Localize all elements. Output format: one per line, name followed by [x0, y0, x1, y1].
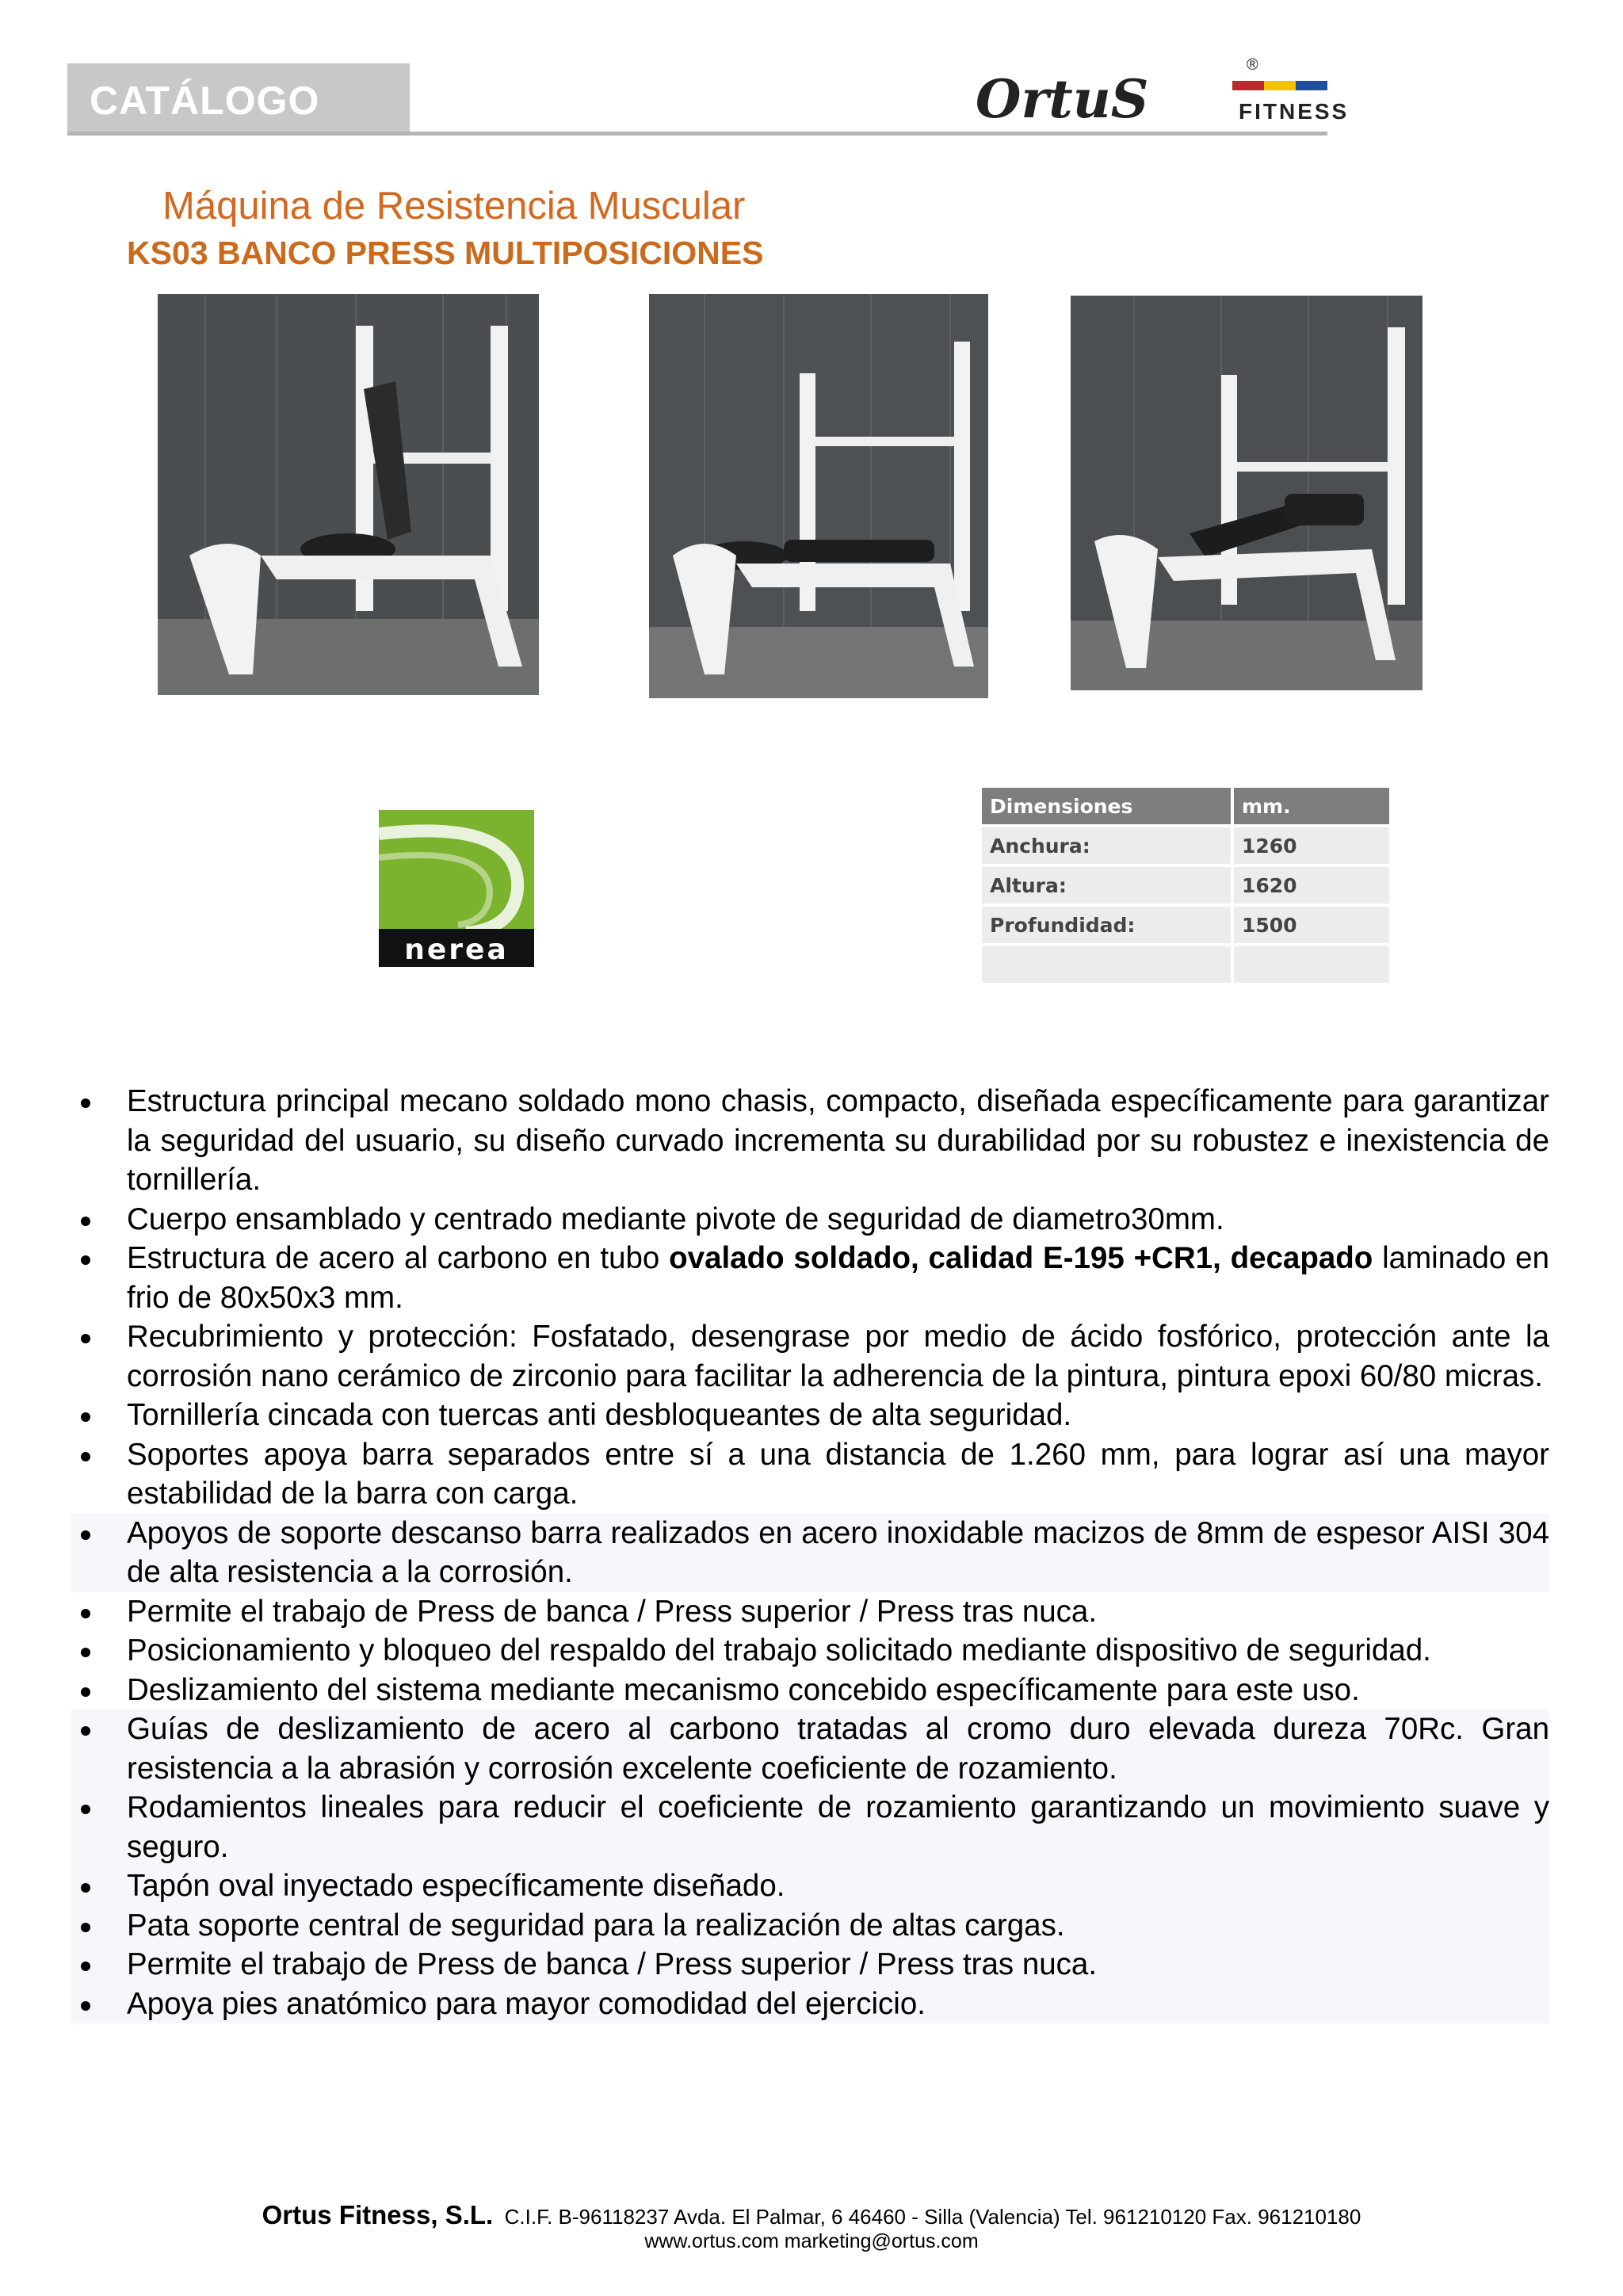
feature-item: Apoyos de soporte descanso barra realizados en acero inoxidable macizos de 8mm de espesor AISI 304 de alta resistencia a la corrosión. [71, 1514, 1549, 1592]
svg-text:FITNESS: FITNESS [1239, 99, 1350, 124]
feature-item: Tornillería cincada con tuercas anti desbloqueantes de alta seguridad. [71, 1396, 1549, 1435]
feature-item: Tapón oval inyectado específicamente diseñado. [71, 1866, 1549, 1906]
bullet-icon [81, 1217, 90, 1226]
bullet-icon [81, 1334, 90, 1343]
bullet-icon [81, 1452, 90, 1461]
dimensions-row [982, 907, 1389, 943]
dimensions-row [982, 827, 1389, 864]
catalog-tab-label: CATÁLOGO [90, 78, 320, 123]
dimension-value [1234, 946, 1389, 983]
feature-item: Posicionamiento y bloqueo del respaldo del trabajo solicitado mediante dispositivo de seguridad. [71, 1631, 1549, 1671]
dimension-label [982, 946, 1231, 983]
dimension-value: 1500 [1234, 907, 1389, 943]
nerea-logo-text: nerea [404, 934, 509, 966]
product-photo-decline [1071, 296, 1423, 690]
feature-item: Apoya pies anatómico para mayor comodidad del ejercicio. [71, 1985, 1549, 2024]
bullet-icon [81, 1255, 90, 1265]
footer-details: C.I.F. B-96118237 Avda. El Palmar, 6 46460 - Silla (Valencia) Tel. 961210120 Fax. 961210180 [504, 2205, 1361, 2229]
bullet-icon [81, 1883, 90, 1893]
features-list [71, 1082, 1549, 2023]
dimensions-header-unit: mm. [1234, 788, 1389, 824]
dimension-label: Anchura: [982, 827, 1231, 864]
dimensions-table [979, 785, 1392, 986]
bullet-icon [81, 1687, 90, 1697]
bullet-icon [81, 1648, 90, 1657]
feature-item: Estructura principal mecano soldado mono chasis, compacto, diseñada específicamente para garantizar la seguridad del usuario, su diseño curvado incrementa su durabilidad por su robustez e inexistencia de tornillería. [71, 1082, 1549, 1200]
dimensions-row [982, 867, 1389, 904]
feature-item: Deslizamiento del sistema mediante mecanismo concebido específicamente para este uso. [71, 1671, 1549, 1710]
feature-item: Cuerpo ensamblado y centrado mediante pivote de seguridad de diametro30mm. [71, 1200, 1549, 1240]
dimension-value: 1620 [1234, 867, 1389, 904]
footer-company: Ortus Fitness, S.L. [262, 2200, 494, 2229]
bullet-icon [81, 1098, 90, 1108]
bullet-icon [81, 1609, 90, 1618]
product-photo-incline [158, 294, 539, 695]
dimension-label: Profundidad: [982, 907, 1231, 943]
feature-item: Recubrimiento y protección: Fosfatado, desengrase por medio de ácido fosfórico, protección ante la corrosión nano cerámico de zirconio para facilitar la adherencia de la pintura, pintura epoxi 60/80 micras. [71, 1317, 1549, 1396]
bullet-icon [81, 1530, 90, 1540]
dimensions-header-row [982, 788, 1389, 824]
dimension-value: 1260 [1234, 827, 1389, 864]
feature-item: Rodamientos lineales para reducir el coeficiente de rozamiento garantizando un movimiento suave y seguro. [71, 1788, 1549, 1866]
dimension-label: Altura: [982, 867, 1231, 904]
feature-item: Estructura de acero al carbono en tubo ovalado soldado, calidad E-195 +CR1, decapado laminado en frio de 80x50x3 mm. [71, 1239, 1549, 1317]
bullet-icon [81, 1412, 90, 1422]
bullet-icon [81, 2001, 90, 2011]
product-name: KS03 BANCO PRESS MULTIPOSICIONES [127, 235, 764, 271]
svg-text:OrtuS: OrtuS [976, 68, 1149, 130]
bullet-icon [81, 1726, 90, 1736]
footer-company-line [0, 2200, 1623, 2230]
feature-bold-text: ovalado soldado, calidad E-195 +CR1, decapado [669, 1241, 1373, 1275]
product-photo-flat [649, 294, 988, 698]
catalog-tab [67, 63, 410, 132]
nerea-logo [379, 810, 534, 967]
feature-item: Soportes apoya barra separados entre sí a una distancia de 1.260 mm, para lograr así una mayor estabilidad de la barra con carga. [71, 1435, 1549, 1514]
feature-item: Guías de deslizamiento de acero al carbono tratadas al cromo duro elevada dureza 70Rc. Gran resistencia a la abrasión y corrosión excelente coeficiente de rozamiento. [71, 1710, 1549, 1788]
ortus-fitness-logo [971, 55, 1383, 135]
feature-item: Pata soporte central de seguridad para la realización de altas cargas. [71, 1906, 1549, 1946]
footer-web: www.ortus.com marketing@ortus.com [644, 2230, 979, 2252]
feature-item: Permite el trabajo de Press de banca / Press superior / Press tras nuca. [71, 1945, 1549, 1985]
product-category: Máquina de Resistencia Muscular [162, 185, 746, 227]
bullet-icon [81, 1962, 90, 1971]
dimensions-row [982, 946, 1389, 983]
bullet-icon [81, 1923, 90, 1932]
feature-item: Permite el trabajo de Press de banca / Press superior / Press tras nuca. [71, 1592, 1549, 1632]
svg-text:®: ® [1247, 56, 1258, 74]
bullet-icon [81, 1805, 90, 1814]
dimensions-header-label: Dimensiones [982, 788, 1231, 824]
